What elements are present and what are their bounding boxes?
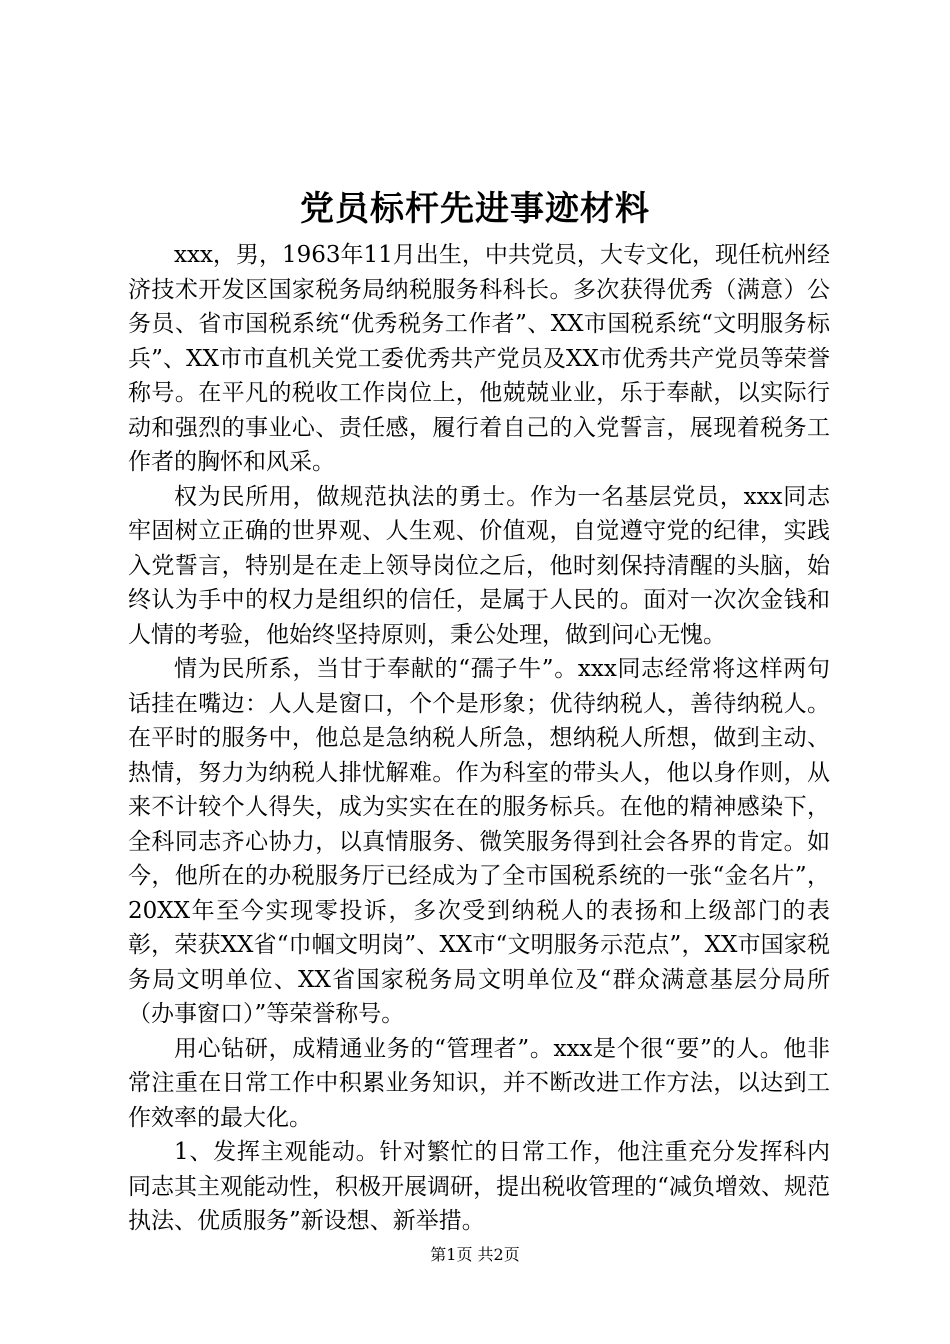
paragraph-intro: xxx，男，1963年11月出生，中共党员，大专文化，现任杭州经济技术开发区国家税务局纳税服务科科长。多次获得优秀（满意）公务员、省市国税系统“优秀税务工作者”、XX市国税系统“文明服务标兵”、XX市市直机关党工委优秀共产党员及XX市优秀共产党员等荣誉称号。在平凡的税收工作岗位上，他兢兢业业，乐于奉献，以实际行动和强烈的事业心、责任感，履行着自己的入党誓言，展现着税务工作者的胸怀和风采。 [128,242,830,475]
paragraph-business-study: 用心钻研，成精通业务的“管理者”。xxx是个很“要”的人。他非常注重在日常工作中积累业务知识，并不断改进工作方法，以达到工作效率的最大化。 [128,1035,830,1131]
page-footer: 第1页 共2页 [430,1245,520,1264]
document-body [128,238,830,1239]
document-title: 党员标杆先进事迹材料 [300,189,650,229]
paragraph-power-for-people: 权为民所用，做规范执法的勇士。作为一名基层党员，xxx同志牢固树立正确的世界观、人生观、价值观，自觉遵守党的纪律，实践入党誓言，特别是在走上领导岗位之后，他时刻保持清醒的头脑，始终认为手中的权力是组织的信任，是属于人民的。面对一次次金钱和人情的考验，他始终坚持原则，秉公处理，做到问心无愧。 [128,483,830,648]
paragraph-item-1: 1、发挥主观能动。针对繁忙的日常工作，他注重充分发挥科内同志其主观能动性，积极开展调研，提出税收管理的“减负增效、规范执法、优质服务”新设想、新举措。 [128,1139,830,1234]
paragraph-dedication: 情为民所系，当甘于奉献的“孺子牛”。xxx同志经常将这样两句话挂在嘴边：人人是窗口，个个是形象；优待纳税人，善待纳税人。在平时的服务中，他总是急纳税人所急，想纳税人所想，做到主动、热情，努力为纳税人排忧解难。作为科室的带头人，他以身作则，从来不计较个人得失，成为实实在在的服务标兵。在他的精神感染下，全科同志齐心协力，以真情服务、微笑服务得到社会各界的肯定。如今，他所在的办税服务厅已经成为了全市国税系统的一张“金名片”，20XX年至今实现零投诉，多次受到纳税人的表扬和上级部门的表彰，荣获XX省“巾帼文明岗”、XX市“文明服务示范点”，XX市国家税务局文明单位、XX省国家税务局文明单位及“群众满意基层分局所（办事窗口）”等荣誉称号。 [128,656,830,1027]
